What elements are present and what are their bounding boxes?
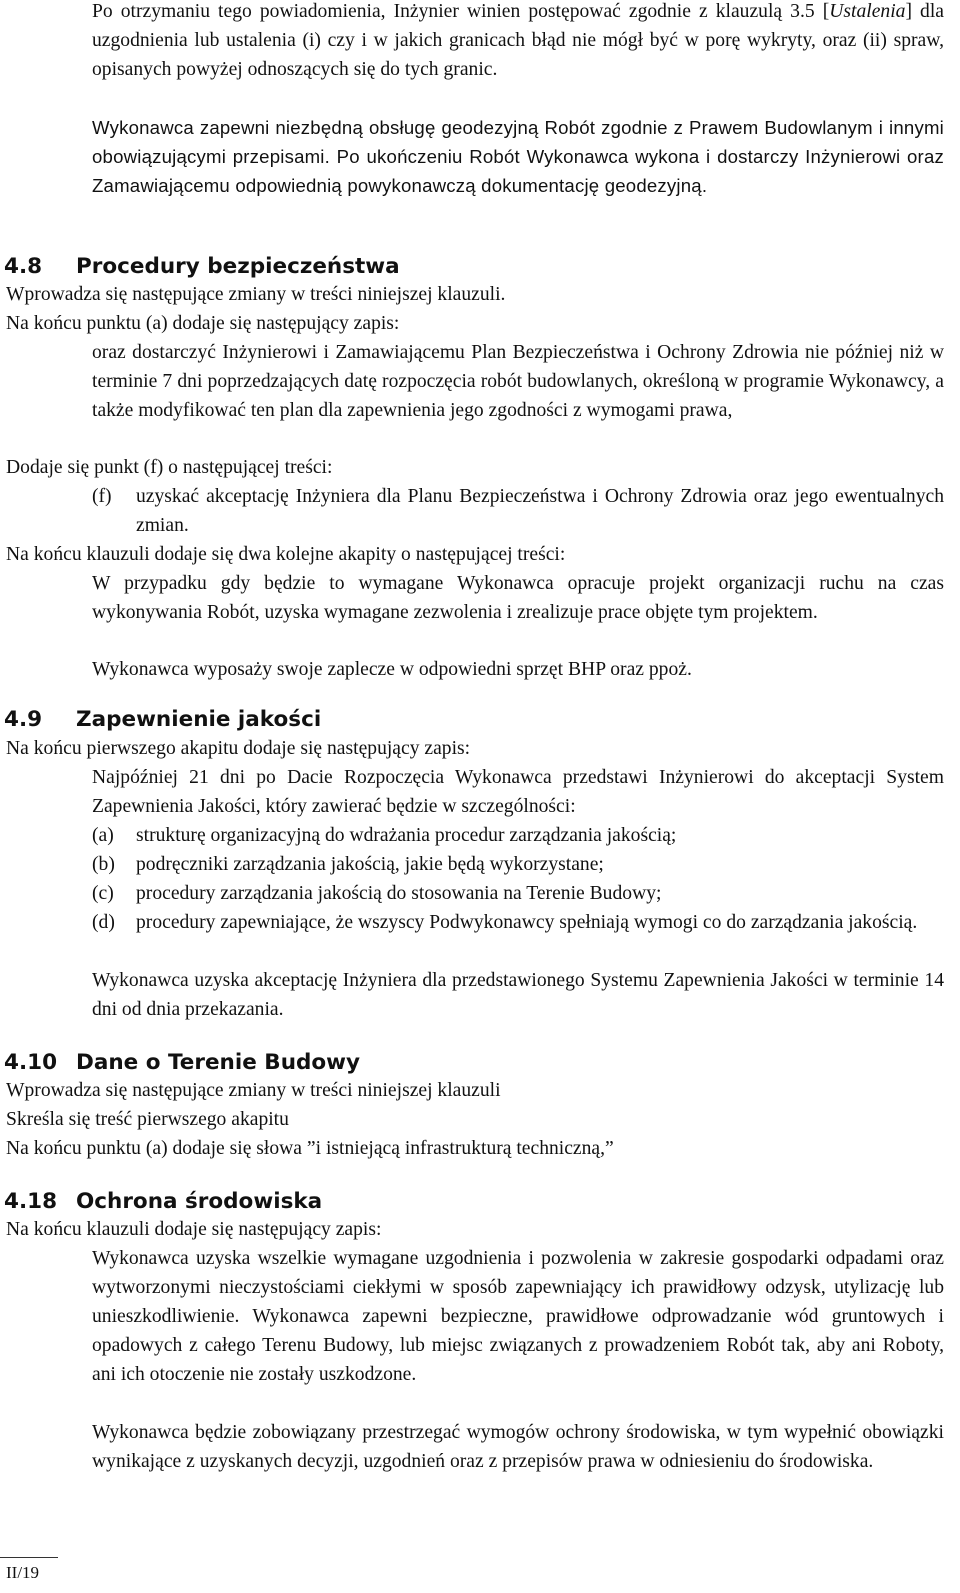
clause-reference-italic: Ustalenia [829, 1, 906, 22]
quoted-paragraph: Najpóźniej 21 dni po Dacie Rozpoczęcia Wykonawca przedstawi Inżynierowi do akceptacji System Zapewnienia Jakości, który zawierać będzie w szczególności: [92, 767, 944, 817]
section-title: Zapewnienie jakości [76, 707, 322, 732]
list-text: strukturę organizacyjną do wdrażania procedur zarządzania jakością; [136, 825, 677, 846]
intro-line: Na końcu punktu (a) dodaje się następujący zapis: [6, 313, 400, 334]
quoted-paragraph: Wykonawca uzyska akceptację Inżyniera dla przedstawionego Systemu Zapewnienia Jakości w terminie 14 dni od dnia przekazania. [92, 970, 944, 1020]
list-text: procedury zarządzania jakością do stosowania na Terenie Budowy; [136, 883, 662, 904]
section-number: 4.10 [4, 1050, 58, 1075]
section-number: 4.18 [4, 1189, 58, 1214]
quoted-paragraph: oraz dostarczyć Inżynierowi i Zamawiającemu Plan Bezpieczeństwa i Ochrony Zdrowia nie później niż w terminie 7 dni poprzedzających datę rozpoczęcia robót budowlanych, określoną w programie Wykonawcy, a także modyfikować ten plan dla zapewnienia jego zgodności z wymogami prawa, [92, 342, 944, 421]
list-label: (d) [92, 912, 115, 933]
intro-line: Wprowadza się następujące zmiany w treści niniejszej klauzuli. [6, 284, 506, 305]
intro-line: Na końcu pierwszego akapitu dodaje się następujący zapis: [6, 738, 471, 759]
page-number: II/19 [6, 1563, 40, 1582]
section-title: Ochrona środowiska [76, 1189, 323, 1214]
section-heading-4-18 [4, 1187, 322, 1217]
quoted-paragraph: Wykonawca będzie zobowiązany przestrzegać wymogów ochrony środowiska, w tym wypełnić obowiązki wynikające z uzyskanych decyzji, uzgodnień oraz z przepisów prawa w odniesieniu do środowiska. [92, 1422, 944, 1472]
paragraph-text: Po otrzymaniu tego powiadomienia, Inżynier winien postępować zgodnie z klauzulą 3.5 [ [92, 1, 830, 22]
footer-rule [0, 1557, 58, 1558]
section-heading-4-10 [4, 1048, 360, 1078]
quoted-paragraph: Wykonawca wyposaży swoje zaplecze w odpowiedni sprzęt BHP oraz ppoż. [92, 659, 692, 680]
section-title: Procedury bezpieczeństwa [76, 254, 400, 279]
quoted-paragraph: W przypadku gdy będzie to wymagane Wykonawca opracuje projekt organizacji ruchu na czas wykonywania Robót, uzyska wymagane zezwolenia i zrealizuje prace objęte tym projektem. [92, 573, 944, 623]
list-label: (c) [92, 883, 114, 904]
intro-line: Skreśla się treść pierwszego akapitu [6, 1109, 289, 1130]
list-label: (a) [92, 825, 114, 846]
intro-line: Na końcu punktu (a) dodaje się słowa ”i istniejącą infrastrukturą techniczną,” [6, 1138, 614, 1159]
paragraph-geodezja: Wykonawca zapewni niezbędną obsługę geodezyjną Robót zgodnie z Prawem Budowlanym i innymi obowiązującymi przepisami. Po ukończeniu Robót Wykonawca wykona i dostarczy Inżynierowi oraz Zamawiającemu odpowiednią powykonawczą dokumentację geodezyjną. [92, 117, 944, 196]
list-text: procedury zapewniające, że wszyscy Podwykonawcy spełniają wymogi co do zarządzania jakością. [136, 912, 918, 933]
section-number: 4.8 [4, 254, 43, 279]
section-heading-4-9 [4, 705, 321, 735]
list-label: (b) [92, 854, 115, 875]
quoted-paragraph: Wykonawca uzyska wszelkie wymagane uzgodnienia i pozwolenia w zakresie gospodarki odpadami oraz wytworzonymi nieczystościami ciekłymi w sposób zapewniający ich prawidłowy odzysk, utylizację lub unieszkodliwienie. Wykonawca zapewni bezpieczne, prawidłowe odprowadzanie wód gruntowych i opadowych z całego Terenu Budowy, lub miejsc związanych z prowadzeniem Robót tak, aby ani Roboty, ani ich otoczenie nie zostały uszkodzone. [92, 1248, 944, 1385]
section-title: Dane o Terenie Budowy [76, 1050, 361, 1075]
list-text: podręczniki zarządzania jakością, jakie będą wykorzystane; [136, 854, 604, 875]
intro-line: Dodaje się punkt (f) o następującej treści: [6, 457, 333, 478]
section-heading-4-8 [4, 252, 400, 282]
list-label: (f) [92, 486, 112, 507]
intro-line: Na końcu klauzuli dodaje się dwa kolejne akapity o następującej treści: [6, 544, 566, 565]
section-number: 4.9 [4, 707, 43, 732]
paragraph-ustalenia [92, 0, 944, 85]
paragraph-text: ] dla uzgodnienia lub ustalenia (i) czy i w jakich granicach błąd nie mógł być w porę wykryty, oraz (ii) spraw, opisanych powyżej odnoszących się do tych granic. [92, 1, 944, 80]
intro-line: Na końcu klauzuli dodaje się następujący zapis: [6, 1219, 382, 1240]
intro-line: Wprowadza się następujące zmiany w treści niniejszej klauzuli [6, 1080, 501, 1101]
list-text: uzyskać akceptację Inżyniera dla Planu Bezpieczeństwa i Ochrony Zdrowia oraz jego ewentualnych zmian. [136, 486, 944, 536]
